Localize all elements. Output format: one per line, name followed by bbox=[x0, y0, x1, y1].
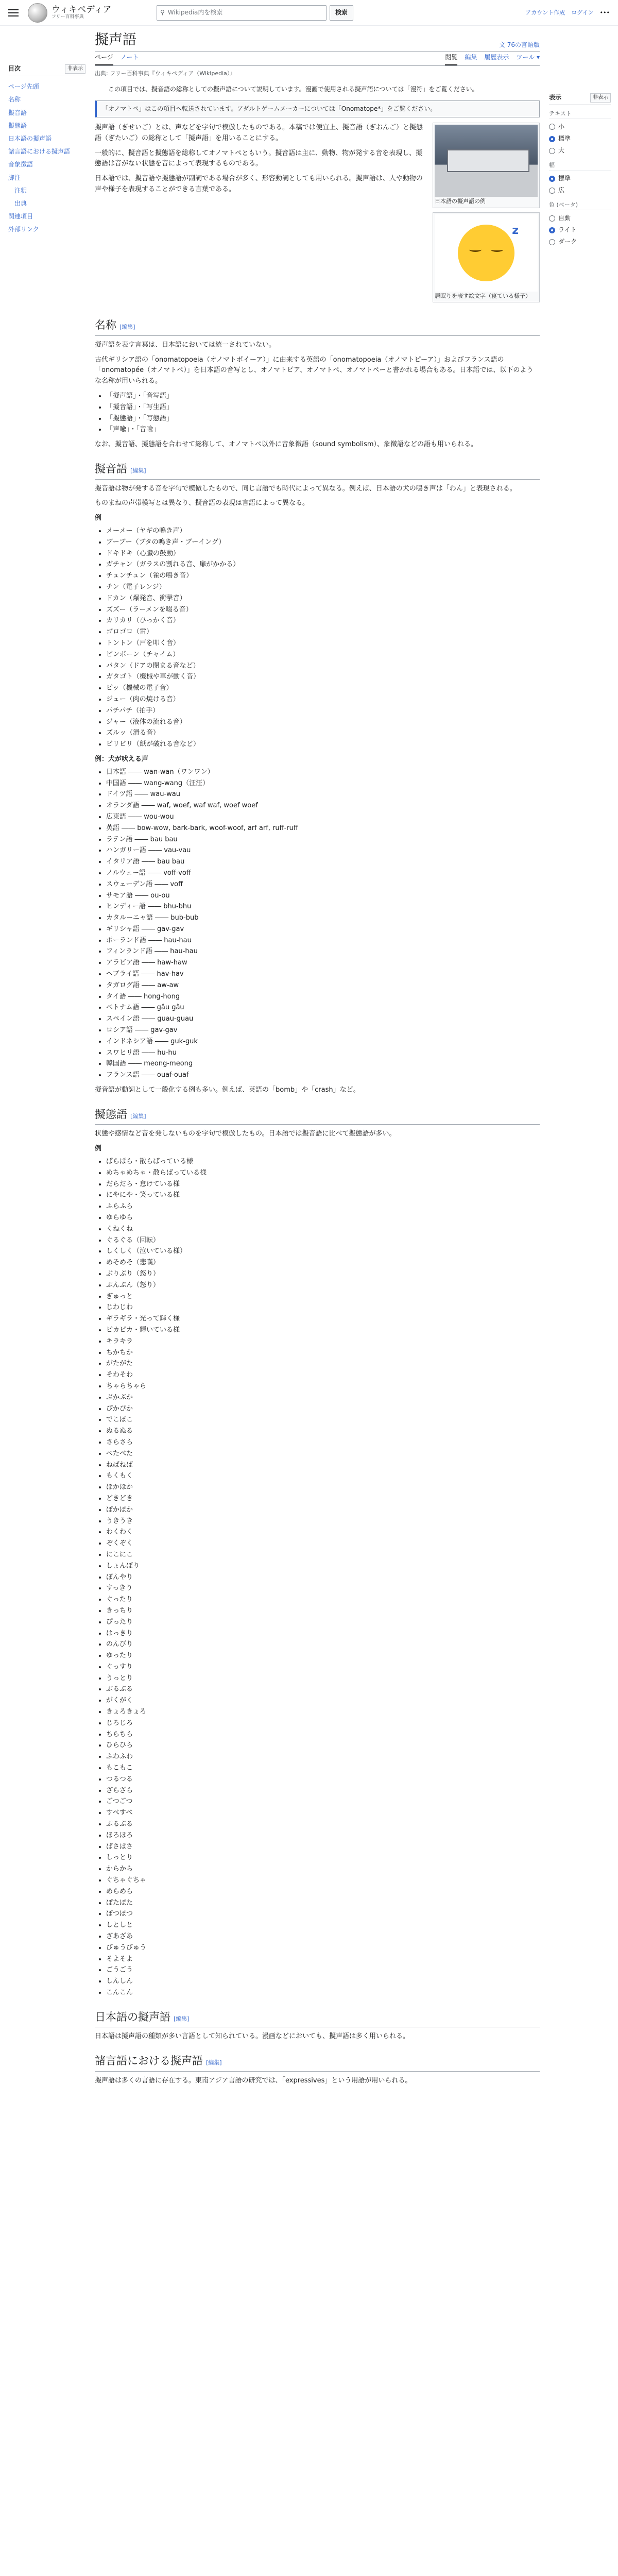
tab-edit[interactable]: 編集 bbox=[465, 53, 477, 61]
section-heading-name: 名称 [編集] bbox=[95, 317, 540, 336]
list-item: • ごうごう bbox=[106, 1965, 540, 1976]
paragraph: 擬音語は物が発する音を字句で模倣したもので、同じ言語でも時代によって異なる。例えば、日本語の犬の鳴き声は「わん」と表現される。 bbox=[95, 484, 517, 493]
list-item: • めらめら bbox=[106, 1887, 540, 1897]
radio-icon bbox=[549, 136, 555, 142]
toc-list bbox=[8, 80, 85, 236]
list-item: • チュンチュン（雀の鳴き音） bbox=[106, 571, 540, 582]
list-item: • すべすべ bbox=[106, 1808, 540, 1819]
list-item: • オランダ語 ―― waf, woef, waf waf, woef woef bbox=[106, 801, 540, 811]
radio-icon bbox=[549, 124, 555, 130]
site-header bbox=[0, 0, 618, 26]
list-item: • ほかほか bbox=[106, 1482, 540, 1493]
page-title: 擬声語 bbox=[95, 32, 136, 48]
appearance-hide-button[interactable]: 非表示 bbox=[590, 93, 611, 103]
toc-item[interactable]: ページ先頭 bbox=[8, 83, 39, 91]
list-item: • ひらひら bbox=[106, 1740, 540, 1751]
figure-caption: 日本語の擬声語の例 bbox=[435, 198, 486, 205]
list-item: • ヘブライ語 ―― hav-hav bbox=[106, 969, 540, 980]
search-input[interactable] bbox=[157, 5, 327, 21]
intro-paragraph: 擬声語（ぎせいご）とは、声などを字句で模倣したものである。本稿では便宜上、擬音語（ぎおんご）と擬態語（ぎたいご）の総称として「擬声語」を用いることにする。 bbox=[95, 124, 423, 142]
list-item: • ヒンディー語 ―― bhu-bhu bbox=[106, 902, 540, 912]
color-radio[interactable] bbox=[549, 236, 611, 248]
list-item: • つるつる bbox=[106, 1774, 540, 1785]
list-item: • もくもく bbox=[106, 1471, 540, 1482]
list-item: • こんこん bbox=[106, 1988, 540, 1998]
radio-icon bbox=[549, 188, 555, 194]
list-item: • パチパチ（拍手） bbox=[106, 706, 540, 717]
list-item: • チン（電子レンジ） bbox=[106, 582, 540, 593]
main-menu-icon[interactable] bbox=[8, 9, 19, 16]
list-item: • ぎゅっと bbox=[106, 1292, 540, 1302]
site-logo[interactable] bbox=[28, 3, 157, 23]
radio-icon bbox=[549, 227, 555, 233]
create-account-link[interactable]: アカウント作成 bbox=[525, 9, 565, 16]
list-item: • スウェーデン語 ―― voff bbox=[106, 879, 540, 890]
list-item: • ぽかぽか bbox=[106, 1505, 540, 1516]
list-item: • タイ語 ―― hong-hong bbox=[106, 992, 540, 1003]
text-size-options bbox=[549, 121, 611, 157]
list-item: • がたがた bbox=[106, 1359, 540, 1369]
list-item: • ゴロゴロ（雷） bbox=[106, 627, 540, 638]
list-item: • めそめそ（悲嘆） bbox=[106, 1258, 540, 1268]
toc-item[interactable]: 擬態語 bbox=[8, 122, 27, 129]
paragraph: ものまねの声帯模写とは異なり、擬音語の表現は言語によって異なる。 bbox=[95, 499, 310, 507]
list-item: • ズズー（ラーメンを啜る音） bbox=[106, 605, 540, 616]
list-item: • ビリビリ（紙が破れる音など） bbox=[106, 739, 540, 750]
examples-caption: 例 bbox=[95, 1145, 102, 1153]
list-item: • ぼんやり bbox=[106, 1572, 540, 1583]
figure-emoji bbox=[433, 212, 540, 303]
tab-history[interactable]: 履歴表示 bbox=[484, 53, 509, 61]
list-item: • ズルッ（滑る音） bbox=[106, 728, 540, 739]
tab-page[interactable]: ページ bbox=[95, 53, 113, 65]
list-item: • ロシア語 ―― gav-gav bbox=[106, 1025, 540, 1036]
radio-icon bbox=[549, 148, 555, 154]
radio-label: ライト bbox=[558, 226, 577, 234]
appearance-sidebar bbox=[549, 26, 611, 2091]
list-item: • だらだら・怠けている様 bbox=[106, 1179, 540, 1190]
list-item: • きょろきょろ bbox=[106, 1707, 540, 1718]
list-item: • サモア語 ―― ou-ou bbox=[106, 891, 540, 902]
search-placeholder: Wikipedia内を検索 bbox=[167, 8, 223, 16]
list-item: • しとしと bbox=[106, 1920, 540, 1931]
list-item: • ぽつぽつ bbox=[106, 1909, 540, 1920]
list-item: • ぞくぞく bbox=[106, 1538, 540, 1549]
list-item: • ほろほろ bbox=[106, 1831, 540, 1841]
toc-item[interactable]: 出典 bbox=[14, 199, 27, 207]
appearance-title: 表示 bbox=[549, 94, 562, 101]
list-item: • ぱらぱら・散らばっている様 bbox=[106, 1157, 540, 1167]
color-options bbox=[549, 212, 611, 248]
list-item: • 「声喩」・「音喩」 bbox=[106, 425, 540, 435]
search-button[interactable]: 検索 bbox=[330, 5, 353, 21]
list-item: • ふわふわ bbox=[106, 1752, 540, 1762]
list-item: • インドネシア語 ―― guk-guk bbox=[106, 1037, 540, 1047]
list-item: • からから bbox=[106, 1864, 540, 1875]
list-item: • しっとり bbox=[106, 1853, 540, 1863]
list-item: • ぶかぶか bbox=[106, 1393, 540, 1403]
toc-item[interactable]: 注釈 bbox=[14, 187, 27, 194]
list-item: • ぐちゃぐちゃ bbox=[106, 1875, 540, 1886]
list-item: • びゅうびゅう bbox=[106, 1943, 540, 1954]
list-item: • ガタゴト（機械や車が動く音） bbox=[106, 672, 540, 683]
intro-paragraph: 一般的に、擬音語と擬態語を総称してオノマトペともいう。擬音語は主に、動物、物が発する音を表現し、擬態語は音がない状態を音によって表現するものである。 bbox=[95, 149, 423, 168]
list-item: • タガログ語 ―― aw-aw bbox=[106, 980, 540, 991]
radio-label: 小 bbox=[558, 123, 565, 130]
list-item: • 「擬声語」・「音写語」 bbox=[106, 391, 540, 402]
width-radio[interactable] bbox=[549, 173, 611, 184]
dog-caption: 例：犬が吠える声 bbox=[95, 755, 149, 763]
list-item: • ざらざら bbox=[106, 1786, 540, 1797]
edit-link[interactable]: [編集] bbox=[119, 324, 135, 331]
toc-item[interactable]: 諸言語における擬声語 bbox=[8, 148, 71, 156]
list-item: • じわじわ bbox=[106, 1302, 540, 1313]
list-item: • ざあざあ bbox=[106, 1931, 540, 1942]
list-item: • どきどき bbox=[106, 1494, 540, 1504]
sign-photo[interactable] bbox=[435, 125, 538, 197]
color-group: 色 (ベータ) bbox=[549, 200, 611, 210]
list-item: • のんびり bbox=[106, 1639, 540, 1650]
list-item: • きっちり bbox=[106, 1606, 540, 1617]
mimetic-list bbox=[106, 1157, 540, 1998]
article-source: 出典: フリー百科事典『ウィキペディア（Wikipedia）』 bbox=[95, 70, 236, 77]
radio-icon bbox=[549, 215, 555, 222]
list-item: • ラテン語 ―― bau bau bbox=[106, 835, 540, 845]
list-item: • ぐったり bbox=[106, 1595, 540, 1605]
logo-subtitle: フリー百科事典 bbox=[52, 14, 84, 20]
list-item: • しんしん bbox=[106, 1976, 540, 1987]
page-title-bar bbox=[95, 26, 540, 52]
tab-read[interactable]: 閲覧 bbox=[445, 53, 457, 65]
radio-label: 標準 bbox=[558, 134, 571, 142]
edit-link[interactable]: [編集] bbox=[174, 2015, 190, 2022]
toc-item[interactable]: 関連項目 bbox=[8, 213, 33, 221]
toc-item[interactable]: 名称 bbox=[8, 96, 21, 104]
radio-label: 標準 bbox=[558, 174, 571, 182]
list-item: • バタン（ドアの閉まる音など） bbox=[106, 661, 540, 672]
paragraph: なお、擬音語、擬態語を合わせて総称して、オノマトペ以外に音象徴語（sound symbolism）、象徴語などの語も用いられる。 bbox=[95, 440, 478, 449]
more-options-icon[interactable]: ••• bbox=[599, 9, 610, 16]
list-item: • ギリシャ語 ―― gav-gav bbox=[106, 924, 540, 935]
edit-link[interactable]: [編集] bbox=[206, 2059, 222, 2066]
section-heading-onomatopoeia: 擬音語 [編集] bbox=[95, 461, 540, 480]
list-item: • さらさら bbox=[106, 1437, 540, 1448]
paragraph: 日本語は擬声語の種類が多い言語として知られている。漫画などにおいても、擬声語は多く用いられる。 bbox=[95, 2032, 410, 2041]
search-icon: ⚲ bbox=[160, 8, 165, 16]
list-item: • もこもこ bbox=[106, 1763, 540, 1774]
language-button[interactable]: 文 76の言語版 bbox=[499, 41, 540, 48]
list-item: • 中国語 ―― wang-wang（汪汪） bbox=[106, 778, 540, 789]
hatnote: この項目では、擬音語の総称としての擬声語について説明しています。漫画で使用される擬声語については「漫符」をご覧ください。 bbox=[108, 85, 478, 93]
figure-caption: 居眠りを表す絵文字（寝ている様子） bbox=[435, 292, 531, 299]
list-item: • しょんぼり bbox=[106, 1561, 540, 1572]
radio-label: ダーク bbox=[558, 238, 577, 246]
list-item: • 「擬音語」・「写生語」 bbox=[106, 402, 540, 413]
radio-label: 大 bbox=[558, 147, 565, 155]
list-item: • ドイツ語 ―― wau-wau bbox=[106, 789, 540, 800]
toc-sidebar bbox=[8, 26, 85, 2091]
list-item: • 日本語 ―― wan-wan（ワンワン） bbox=[106, 767, 540, 778]
color-radio[interactable] bbox=[549, 224, 611, 236]
list-item: • でこぼこ bbox=[106, 1415, 540, 1426]
list-item: • ドキドキ（心臓の鼓動） bbox=[106, 549, 540, 560]
list-item: • そわそわ bbox=[106, 1370, 540, 1381]
list-item: • 「擬態語」・「写態語」 bbox=[106, 414, 540, 425]
list-item: • 英語 ―― bow-wow, bark-bark, woof-woof, arf arf, ruff-ruff bbox=[106, 823, 540, 834]
list-item: • 広東語 ―― wou-wou bbox=[106, 812, 540, 823]
list-item: • しくしく（泣いている様） bbox=[106, 1246, 540, 1257]
paragraph: 擬音語が動詞として一般化する例も多い。例えば、英語の「bomb」や「crash」など。 bbox=[95, 1086, 360, 1094]
list-item: • スペイン語 ―― guau-guau bbox=[106, 1014, 540, 1025]
toc-title: 目次 bbox=[8, 65, 21, 72]
list-item: • ぴったり bbox=[106, 1617, 540, 1628]
sleeping-emoji-image[interactable]: z bbox=[435, 214, 538, 292]
examples-caption: 例 bbox=[95, 514, 102, 522]
page-tabs bbox=[95, 52, 540, 66]
list-item: • ぷんぷん（怒り） bbox=[106, 1280, 540, 1291]
list-item: • カリカリ（ひっかく音） bbox=[106, 616, 540, 626]
paragraph: 状態や感情など音を発しないものを字句で模倣したもの。日本語では擬音語に比べて擬態語が多い。 bbox=[95, 1130, 396, 1138]
login-link[interactable]: ログイン bbox=[571, 9, 594, 16]
list-item: • ゆったり bbox=[106, 1651, 540, 1662]
list-item: • メーメー（ヤギの鳴き声） bbox=[106, 526, 540, 537]
list-item: • うっとり bbox=[106, 1673, 540, 1684]
list-item: • ジャー（液体の流れる音） bbox=[106, 717, 540, 728]
width-group: 幅 bbox=[549, 161, 611, 171]
section-heading-languages: 諸言語における擬声語 [編集] bbox=[95, 2053, 540, 2072]
list-item: • ぷるぷる bbox=[106, 1819, 540, 1830]
list-item: • ぐるぐる（回転） bbox=[106, 1235, 540, 1246]
width-options bbox=[549, 173, 611, 196]
radio-label: 広 bbox=[558, 187, 565, 194]
list-item: • ぽたぽた bbox=[106, 1898, 540, 1909]
text-size-group: テキスト bbox=[549, 109, 611, 119]
text-size-radio[interactable] bbox=[549, 121, 611, 133]
toc-item[interactable]: 音象徴語 bbox=[8, 161, 33, 168]
toc-item[interactable]: 日本語の擬声語 bbox=[8, 134, 52, 142]
toc-header bbox=[8, 64, 85, 76]
text-size-radio[interactable] bbox=[549, 145, 611, 157]
edit-link[interactable]: [編集] bbox=[130, 1112, 146, 1120]
toc-item[interactable]: 脚注 bbox=[8, 174, 21, 181]
width-radio[interactable] bbox=[549, 184, 611, 196]
figure-sign bbox=[433, 123, 540, 208]
list-item: • にやにや・笑っている様 bbox=[106, 1190, 540, 1201]
list-item: • ガチャン（ガラスの割れる音、扉がかかる） bbox=[106, 560, 540, 570]
list-item: • ちらちら bbox=[106, 1730, 540, 1740]
dog-bark-list bbox=[106, 767, 540, 1081]
list-item: • ベトナム語 ―― gâu gâu bbox=[106, 1003, 540, 1013]
list-item: • ハンガリー語 ―― vau-vau bbox=[106, 845, 540, 856]
wikipedia-globe-icon bbox=[28, 3, 47, 23]
article bbox=[85, 26, 549, 2091]
list-item: • ねばねば bbox=[106, 1460, 540, 1471]
color-radio[interactable] bbox=[549, 212, 611, 224]
radio-icon bbox=[549, 239, 555, 245]
section-heading-mimetic: 擬態語 [編集] bbox=[95, 1106, 540, 1125]
paragraph: 古代ギリシア語の「onomatopoeia（オノマトポイーア）」に由来する英語の「onomatopoeia（オノマトピーア）」およびフランス語の「onomatopée（オノマトペ）」を日本語の音写とし、オノマトピア、オノマトペ、オノマトペーと書かれる場合もある。日本語では、以下のような名称が用いられる。 bbox=[95, 355, 534, 385]
tab-talk[interactable]: ノート bbox=[120, 53, 139, 61]
list-item: • スワヒリ語 ―― hu-hu bbox=[106, 1048, 540, 1059]
list-item: • カタルーニャ語 ―― bub-bub bbox=[106, 913, 540, 924]
list-item: • そよそよ bbox=[106, 1954, 540, 1965]
intro-paragraph: 日本語では、擬音語や擬態語が副詞である場合が多く、形容動詞としても用いられる。擬声語は、人や動物の声や様子を表現することができる言葉である。 bbox=[95, 175, 423, 194]
list-item: • ギラギラ・光って輝く様 bbox=[106, 1314, 540, 1325]
list-item: • ぱさぱさ bbox=[106, 1842, 540, 1853]
list-item: • アラビア語 ―― haw-haw bbox=[106, 958, 540, 969]
paragraph: 擬声語を表す言葉は、日本語においては統一されていない。 bbox=[95, 341, 276, 349]
list-item: • はっきり bbox=[106, 1629, 540, 1639]
list-item: • じろじろ bbox=[106, 1718, 540, 1729]
edit-link[interactable]: [編集] bbox=[130, 467, 146, 474]
list-item: • ぶりぶり（怒り） bbox=[106, 1269, 540, 1280]
onomatopoeia-list bbox=[106, 526, 540, 750]
toc-item[interactable]: 外部リンク bbox=[8, 226, 39, 233]
list-item: • ポーランド語 ―― hau-hau bbox=[106, 936, 540, 946]
tab-tools[interactable]: ツール ▾ bbox=[516, 53, 540, 61]
logo-title: ウィキペディア bbox=[52, 4, 112, 15]
toc-item[interactable]: 擬音語 bbox=[8, 109, 27, 116]
list-item: • ドカン（爆発音、衝撃音） bbox=[106, 594, 540, 604]
list-item: • ピンポーン（チャイム） bbox=[106, 650, 540, 660]
list-item: • ノルウェー語 ―― voff-voff bbox=[106, 868, 540, 879]
list-item: • ごつごつ bbox=[106, 1797, 540, 1807]
list-item: • にこにこ bbox=[106, 1550, 540, 1561]
list-item: • わくわく bbox=[106, 1527, 540, 1538]
appearance-header bbox=[549, 93, 611, 105]
list-item: • ちゃらちゃら bbox=[106, 1381, 540, 1392]
intro-section bbox=[95, 123, 540, 307]
list-item: • キラキラ bbox=[106, 1336, 540, 1347]
user-links bbox=[525, 8, 610, 18]
section-heading-japanese: 日本語の擬声語 [編集] bbox=[95, 2009, 540, 2028]
list-item: • ブーブー（ブタの鳴き声・ブーイング） bbox=[106, 537, 540, 548]
list-item: • うきうき bbox=[106, 1516, 540, 1527]
list-item: • 韓国語 ―― meong-meong bbox=[106, 1059, 540, 1070]
list-item: • がくがく bbox=[106, 1696, 540, 1706]
redirect-notice: 「オノマトペ」はこの項目へ転送されています。アダルトゲームメーカーについては「Onomatope*」をご覧ください。 bbox=[95, 100, 540, 117]
list-item: • すっきり bbox=[106, 1583, 540, 1594]
list-item: • トントン（戸を叩く音） bbox=[106, 638, 540, 649]
radio-label: 自動 bbox=[558, 214, 571, 222]
list-item: • ぶるぶる bbox=[106, 1684, 540, 1695]
name-list bbox=[106, 391, 540, 435]
list-item: • フィンランド語 ―― hau-hau bbox=[106, 946, 540, 957]
list-item: • ぬるぬる bbox=[106, 1426, 540, 1437]
list-item: • ぴかぴか bbox=[106, 1404, 540, 1415]
list-item: • ジュー（肉の焼ける音） bbox=[106, 694, 540, 705]
list-item: • フランス語 ―― ouaf-ouaf bbox=[106, 1070, 540, 1081]
list-item: • ふらふら bbox=[106, 1201, 540, 1212]
list-item: • めちゃめちゃ・散らばっている様 bbox=[106, 1168, 540, 1179]
radio-icon bbox=[549, 176, 555, 182]
list-item: • ぐっすり bbox=[106, 1662, 540, 1673]
toc-hide-button[interactable]: 非表示 bbox=[65, 64, 85, 74]
list-item: • ゆらゆら bbox=[106, 1213, 540, 1224]
list-item: • イタリア語 ―― bau bau bbox=[106, 857, 540, 868]
list-item: • くねくね bbox=[106, 1224, 540, 1235]
list-item: • ピッ（機械の電子音） bbox=[106, 683, 540, 694]
text-size-radio[interactable] bbox=[549, 133, 611, 145]
list-item: • ちかちか bbox=[106, 1348, 540, 1359]
paragraph: 擬声語は多くの言語に存在する。東南アジア言語の研究では、「expressives」という用語が用いられる。 bbox=[95, 2076, 412, 2084]
list-item: • ピカピカ・輝いている様 bbox=[106, 1325, 540, 1336]
list-item: • べたべた bbox=[106, 1449, 540, 1460]
